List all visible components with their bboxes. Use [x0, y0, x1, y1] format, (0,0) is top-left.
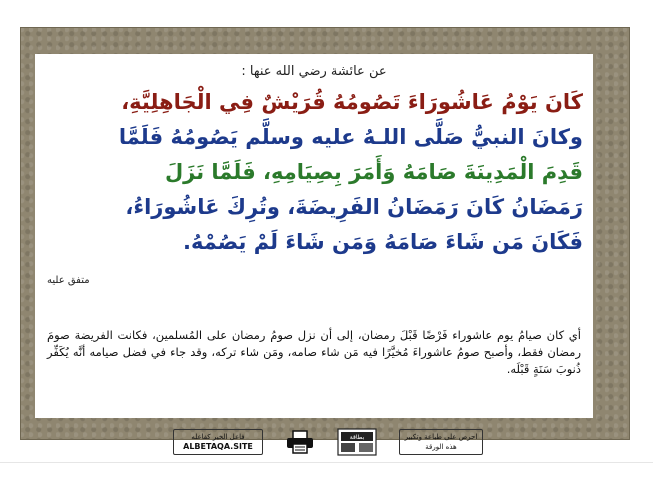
printer-icon [285, 430, 315, 454]
svg-text:بطاقة: بطاقة [349, 434, 365, 441]
narrator-line: عن عائشة رضي الله عنها : [241, 64, 387, 79]
hadith-card [35, 54, 593, 418]
hadith-line-1: كَانَ يَوْمُ عَاشُورَاءَ تَصُومُهُ قُرَيْشٌ فِي الْجَاهِلِيَّةِ، [121, 90, 583, 114]
hadith-line-3: قَدِمَ الْمَدِينَةَ صَامَهُ وَأَمَرَ بِصِيَامِهِ، فَلَمَّا نَزَلَ [164, 160, 583, 184]
card-footer [173, 427, 483, 457]
hadith-line-5: فَكَانَ مَن شَاءَ صَامَهُ وَمَن شَاءَ لَمْ يَصُمْهُ. [183, 230, 583, 254]
page-divider [0, 462, 653, 463]
print-note: احرص على طباعة وتكبير هذه الورقة [399, 429, 483, 455]
hadith-line-4: رَمَضَانُ كَانَ رَمَضَانُ الفَرِيضَةَ، وتُرِكَ عَاشُورَاءُ، [125, 195, 583, 219]
site-caption: فاعل الخير كفاعله [191, 433, 245, 441]
albetaqa-logo [337, 428, 377, 456]
hadith-explanation: أي كان صيامُ يوم عاشوراء فَرْضًا قَبْلَ رمضان، إلى أن نزل صومُ رمضان على المُسلمين، فكانت الفريضة صومَ رمضان فقط، وأصبح صومُ عاشوراءَ مُخيَّرًا فيه مَن شاء صامه، ومَن شاء تركه، وقد جاء في فضل صيامه أنَّه يُكَفِّر ذُنوبَ سَنَةٍ قَبْلَه. [47, 328, 581, 376]
hadith-line-2: وكانَ النبيُّ صَلَّى اللـهُ عليه وسلَّم يَصُومُهُ فَلَمَّا [118, 125, 583, 149]
site-badge [173, 429, 263, 455]
site-url: ALBETAQA.SITE [183, 442, 253, 451]
hadith-source: متفق عليه [47, 275, 90, 286]
